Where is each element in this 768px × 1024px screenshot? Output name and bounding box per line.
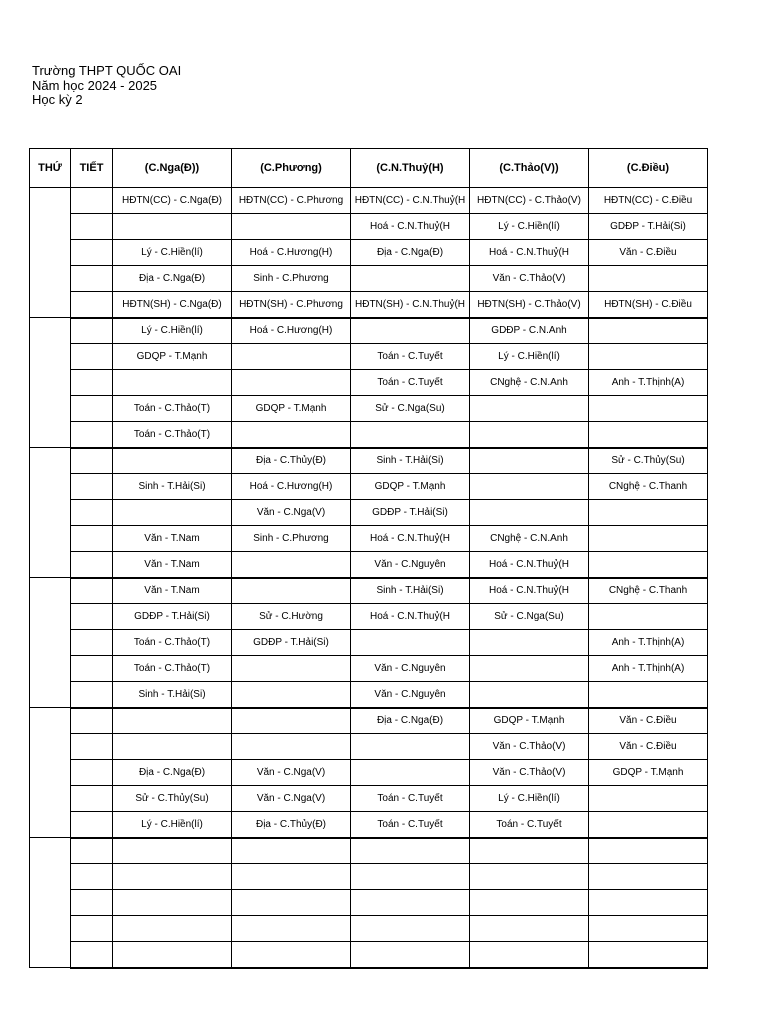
lesson-cell: Hoá - C.N.Thuỷ(H xyxy=(351,604,470,630)
lesson-cell xyxy=(470,500,589,526)
semester: Học kỳ 2 xyxy=(32,92,83,107)
period-cell xyxy=(71,474,113,500)
lesson-cell xyxy=(470,630,589,656)
lesson-cell xyxy=(351,734,470,760)
lesson-cell: GDQP - T.Mạnh xyxy=(113,344,232,370)
lesson-cell: HĐTN(CC) - C.Nga(Đ) xyxy=(113,188,232,214)
lesson-cell: Địa - C.Nga(Đ) xyxy=(351,708,470,734)
table-row xyxy=(30,812,708,838)
lesson-cell xyxy=(589,864,708,890)
lesson-cell: Hoá - C.N.Thuỷ(H xyxy=(351,526,470,552)
lesson-cell xyxy=(113,708,232,734)
lesson-cell: Toán - C.Tuyết xyxy=(351,344,470,370)
lesson-cell: Văn - C.Nga(V) xyxy=(232,760,351,786)
lesson-cell: Văn - C.Điều xyxy=(589,708,708,734)
lesson-cell xyxy=(470,864,589,890)
period-cell xyxy=(71,682,113,708)
table-row xyxy=(30,864,708,890)
table-row xyxy=(30,240,708,266)
school-year: Năm học 2024 - 2025 xyxy=(32,77,158,93)
lesson-cell xyxy=(589,500,708,526)
lesson-cell xyxy=(589,890,708,916)
table-row xyxy=(30,318,708,344)
period-cell xyxy=(71,292,113,318)
period-cell xyxy=(71,916,113,942)
lesson-cell: Hoá - C.Hương(H) xyxy=(232,474,351,500)
timetable xyxy=(29,148,708,969)
column-header-class: (C.N.Thuỷ(H) xyxy=(351,149,470,188)
table-row xyxy=(30,630,708,656)
lesson-cell: HĐTN(CC) - C.Thảo(V) xyxy=(470,188,589,214)
lesson-cell xyxy=(113,734,232,760)
table-row xyxy=(30,474,708,500)
lesson-cell xyxy=(232,422,351,448)
lesson-cell xyxy=(232,578,351,604)
table-row xyxy=(30,838,708,864)
lesson-cell xyxy=(589,916,708,942)
lesson-cell: GDĐP - T.Hải(Si) xyxy=(351,500,470,526)
lesson-cell: HĐTN(CC) - C.N.Thuỷ(H xyxy=(351,188,470,214)
table-row xyxy=(30,682,708,708)
period-cell xyxy=(71,552,113,578)
lesson-cell xyxy=(470,682,589,708)
lesson-cell: Sinh - T.Hải(Si) xyxy=(113,474,232,500)
lesson-cell xyxy=(351,890,470,916)
lesson-cell xyxy=(351,864,470,890)
lesson-cell xyxy=(470,890,589,916)
table-row xyxy=(30,942,708,968)
lesson-cell: Toán - C.Thảo(T) xyxy=(113,630,232,656)
lesson-cell: HĐTN(SH) - C.Điều xyxy=(589,292,708,318)
table-row xyxy=(30,916,708,942)
column-header-class: (C.Nga(Đ)) xyxy=(113,149,232,188)
lesson-cell: Hoá - C.N.Thuỷ(H xyxy=(470,578,589,604)
lesson-cell xyxy=(232,942,351,968)
lesson-cell: Văn - T.Nam xyxy=(113,578,232,604)
column-header-class: (C.Phương) xyxy=(232,149,351,188)
lesson-cell xyxy=(232,838,351,864)
table-row xyxy=(30,266,708,292)
period-cell xyxy=(71,214,113,240)
lesson-cell xyxy=(470,656,589,682)
period-cell xyxy=(71,708,113,734)
lesson-cell: Địa - C.Nga(Đ) xyxy=(113,266,232,292)
lesson-cell xyxy=(589,396,708,422)
table-row xyxy=(30,448,708,474)
lesson-cell: GDĐP - C.N.Anh xyxy=(470,318,589,344)
lesson-cell xyxy=(232,916,351,942)
lesson-cell: Văn - C.Điều xyxy=(589,240,708,266)
lesson-cell: Văn - C.Nga(V) xyxy=(232,786,351,812)
lesson-cell: CNghệ - C.Thanh xyxy=(589,474,708,500)
lesson-cell: Hoá - C.N.Thuỷ(H xyxy=(470,552,589,578)
lesson-cell: Toán - C.Tuyết xyxy=(351,812,470,838)
lesson-cell xyxy=(113,864,232,890)
lesson-cell: CNghệ - C.N.Anh xyxy=(470,526,589,552)
lesson-cell: Văn - C.Nguyên xyxy=(351,682,470,708)
lesson-cell xyxy=(589,552,708,578)
lesson-cell: Địa - C.Thủy(Đ) xyxy=(232,812,351,838)
document-header xyxy=(32,64,181,108)
column-header-class: (C.Điều) xyxy=(589,149,708,188)
header-row xyxy=(30,149,708,188)
lesson-cell xyxy=(232,370,351,396)
lesson-cell: HĐTN(SH) - C.Phương xyxy=(232,292,351,318)
lesson-cell: Hoá - C.Hương(H) xyxy=(232,240,351,266)
lesson-cell: Anh - T.Thịnh(A) xyxy=(589,630,708,656)
period-cell xyxy=(71,604,113,630)
lesson-cell xyxy=(470,422,589,448)
table-row xyxy=(30,656,708,682)
lesson-cell xyxy=(351,760,470,786)
lesson-cell xyxy=(589,838,708,864)
lesson-cell xyxy=(589,266,708,292)
period-cell xyxy=(71,578,113,604)
lesson-cell xyxy=(470,838,589,864)
lesson-cell xyxy=(589,812,708,838)
lesson-cell: Văn - C.Thảo(V) xyxy=(470,266,589,292)
lesson-cell xyxy=(113,500,232,526)
lesson-cell xyxy=(113,214,232,240)
period-cell xyxy=(71,864,113,890)
lesson-cell xyxy=(113,448,232,474)
table-row xyxy=(30,708,708,734)
lesson-cell: GDĐP - T.Hải(Si) xyxy=(589,214,708,240)
lesson-cell: Sinh - T.Hải(Si) xyxy=(113,682,232,708)
lesson-cell: Lý - C.Hiền(lí) xyxy=(113,812,232,838)
lesson-cell: Toán - C.Thảo(T) xyxy=(113,422,232,448)
lesson-cell: Văn - C.Nguyên xyxy=(351,656,470,682)
lesson-cell xyxy=(232,552,351,578)
lesson-cell: Sử - C.Nga(Su) xyxy=(470,604,589,630)
lesson-cell xyxy=(589,526,708,552)
lesson-cell: Sử - C.Thủy(Su) xyxy=(589,448,708,474)
table-row xyxy=(30,552,708,578)
lesson-cell xyxy=(351,630,470,656)
lesson-cell xyxy=(470,942,589,968)
lesson-cell: Sinh - C.Phương xyxy=(232,526,351,552)
lesson-cell: GDQP - T.Mạnh xyxy=(232,396,351,422)
table-row xyxy=(30,890,708,916)
lesson-cell: Văn - T.Nam xyxy=(113,552,232,578)
table-row xyxy=(30,214,708,240)
table-row xyxy=(30,500,708,526)
lesson-cell xyxy=(113,370,232,396)
column-header-class: (C.Thảo(V)) xyxy=(470,149,589,188)
lesson-cell xyxy=(232,656,351,682)
lesson-cell: CNghệ - C.N.Anh xyxy=(470,370,589,396)
lesson-cell: Địa - C.Nga(Đ) xyxy=(113,760,232,786)
lesson-cell: Địa - C.Nga(Đ) xyxy=(351,240,470,266)
lesson-cell xyxy=(589,942,708,968)
lesson-cell: Văn - C.Nga(V) xyxy=(232,500,351,526)
lesson-cell: Lý - C.Hiền(lí) xyxy=(470,344,589,370)
lesson-cell xyxy=(351,422,470,448)
school-name: Trường THPT QUỐC OAI xyxy=(32,63,182,78)
lesson-cell xyxy=(113,890,232,916)
lesson-cell xyxy=(113,838,232,864)
lesson-cell: Toán - C.Tuyết xyxy=(470,812,589,838)
lesson-cell: Lý - C.Hiền(lí) xyxy=(113,318,232,344)
period-cell xyxy=(71,266,113,292)
day-cell xyxy=(30,708,71,838)
lesson-cell: Hoá - C.N.Thuỷ(H xyxy=(470,240,589,266)
lesson-cell: HĐTN(SH) - C.Thảo(V) xyxy=(470,292,589,318)
lesson-cell xyxy=(232,682,351,708)
period-cell xyxy=(71,942,113,968)
lesson-cell xyxy=(589,422,708,448)
lesson-cell: Sinh - C.Phương xyxy=(232,266,351,292)
table-row xyxy=(30,370,708,396)
period-cell xyxy=(71,240,113,266)
period-cell xyxy=(71,890,113,916)
lesson-cell xyxy=(351,318,470,344)
lesson-cell: Toán - C.Thảo(T) xyxy=(113,656,232,682)
lesson-cell: Văn - C.Điều xyxy=(589,734,708,760)
lesson-cell: Văn - C.Nguyên xyxy=(351,552,470,578)
lesson-cell xyxy=(113,916,232,942)
lesson-cell: Văn - T.Nam xyxy=(113,526,232,552)
table-row xyxy=(30,422,708,448)
day-cell xyxy=(30,578,71,708)
period-cell xyxy=(71,318,113,344)
lesson-cell: Sử - C.Hường xyxy=(232,604,351,630)
table-row xyxy=(30,344,708,370)
lesson-cell: Anh - T.Thịnh(A) xyxy=(589,370,708,396)
lesson-cell xyxy=(351,942,470,968)
lesson-cell: HĐTN(CC) - C.Phương xyxy=(232,188,351,214)
day-cell xyxy=(30,318,71,448)
table-row xyxy=(30,526,708,552)
lesson-cell: HĐTN(SH) - C.Nga(Đ) xyxy=(113,292,232,318)
lesson-cell: Văn - C.Thảo(V) xyxy=(470,734,589,760)
table-row xyxy=(30,188,708,214)
lesson-cell xyxy=(470,474,589,500)
lesson-cell xyxy=(589,786,708,812)
period-cell xyxy=(71,396,113,422)
lesson-cell: GDĐP - T.Hải(Si) xyxy=(232,630,351,656)
period-cell xyxy=(71,734,113,760)
table-row xyxy=(30,734,708,760)
period-cell xyxy=(71,786,113,812)
lesson-cell: Sử - C.Thủy(Su) xyxy=(113,786,232,812)
lesson-cell: CNghệ - C.Thanh xyxy=(589,578,708,604)
period-cell xyxy=(71,630,113,656)
period-cell xyxy=(71,812,113,838)
day-cell xyxy=(30,448,71,578)
lesson-cell xyxy=(589,318,708,344)
lesson-cell: GDĐP - T.Hải(Si) xyxy=(113,604,232,630)
lesson-cell xyxy=(589,344,708,370)
period-cell xyxy=(71,760,113,786)
lesson-cell xyxy=(232,708,351,734)
lesson-cell: Sử - C.Nga(Su) xyxy=(351,396,470,422)
lesson-cell xyxy=(232,734,351,760)
day-cell xyxy=(30,188,71,318)
column-header-thu: THỨ xyxy=(30,149,71,188)
table-row xyxy=(30,604,708,630)
lesson-cell: Lý - C.Hiền(lí) xyxy=(470,786,589,812)
lesson-cell: Toán - C.Tuyết xyxy=(351,786,470,812)
lesson-cell xyxy=(232,344,351,370)
lesson-cell xyxy=(589,682,708,708)
lesson-cell xyxy=(232,214,351,240)
period-cell xyxy=(71,188,113,214)
lesson-cell: HĐTN(SH) - C.N.Thuỷ(H xyxy=(351,292,470,318)
lesson-cell xyxy=(351,838,470,864)
lesson-cell: Toán - C.Tuyết xyxy=(351,370,470,396)
lesson-cell xyxy=(589,604,708,630)
lesson-cell xyxy=(232,864,351,890)
period-cell xyxy=(71,344,113,370)
period-cell xyxy=(71,370,113,396)
column-header-tiet: TIẾT xyxy=(71,149,113,188)
lesson-cell: Lý - C.Hiền(lí) xyxy=(113,240,232,266)
lesson-cell: GDQP - T.Mạnh xyxy=(589,760,708,786)
table-row xyxy=(30,292,708,318)
lesson-cell xyxy=(351,916,470,942)
lesson-cell: Sinh - T.Hải(Si) xyxy=(351,448,470,474)
lesson-cell: Lý - C.Hiền(lí) xyxy=(470,214,589,240)
day-cell xyxy=(30,838,71,968)
lesson-cell xyxy=(470,916,589,942)
lesson-cell: Địa - C.Thủy(Đ) xyxy=(232,448,351,474)
period-cell xyxy=(71,500,113,526)
lesson-cell: Sinh - T.Hải(Si) xyxy=(351,578,470,604)
period-cell xyxy=(71,526,113,552)
lesson-cell: Hoá - C.N.Thuỷ(H xyxy=(351,214,470,240)
lesson-cell: GDQP - T.Mạnh xyxy=(351,474,470,500)
period-cell xyxy=(71,838,113,864)
lesson-cell xyxy=(113,942,232,968)
period-cell xyxy=(71,656,113,682)
lesson-cell: HĐTN(CC) - C.Điều xyxy=(589,188,708,214)
lesson-cell: Hoá - C.Hương(H) xyxy=(232,318,351,344)
lesson-cell: Văn - C.Thảo(V) xyxy=(470,760,589,786)
lesson-cell: Toán - C.Thảo(T) xyxy=(113,396,232,422)
table-row xyxy=(30,786,708,812)
period-cell xyxy=(71,448,113,474)
period-cell xyxy=(71,422,113,448)
lesson-cell: GDQP - T.Mạnh xyxy=(470,708,589,734)
table-row xyxy=(30,396,708,422)
lesson-cell xyxy=(470,396,589,422)
lesson-cell xyxy=(470,448,589,474)
table-row xyxy=(30,578,708,604)
lesson-cell xyxy=(232,890,351,916)
table-row xyxy=(30,760,708,786)
lesson-cell: Anh - T.Thịnh(A) xyxy=(589,656,708,682)
lesson-cell xyxy=(351,266,470,292)
